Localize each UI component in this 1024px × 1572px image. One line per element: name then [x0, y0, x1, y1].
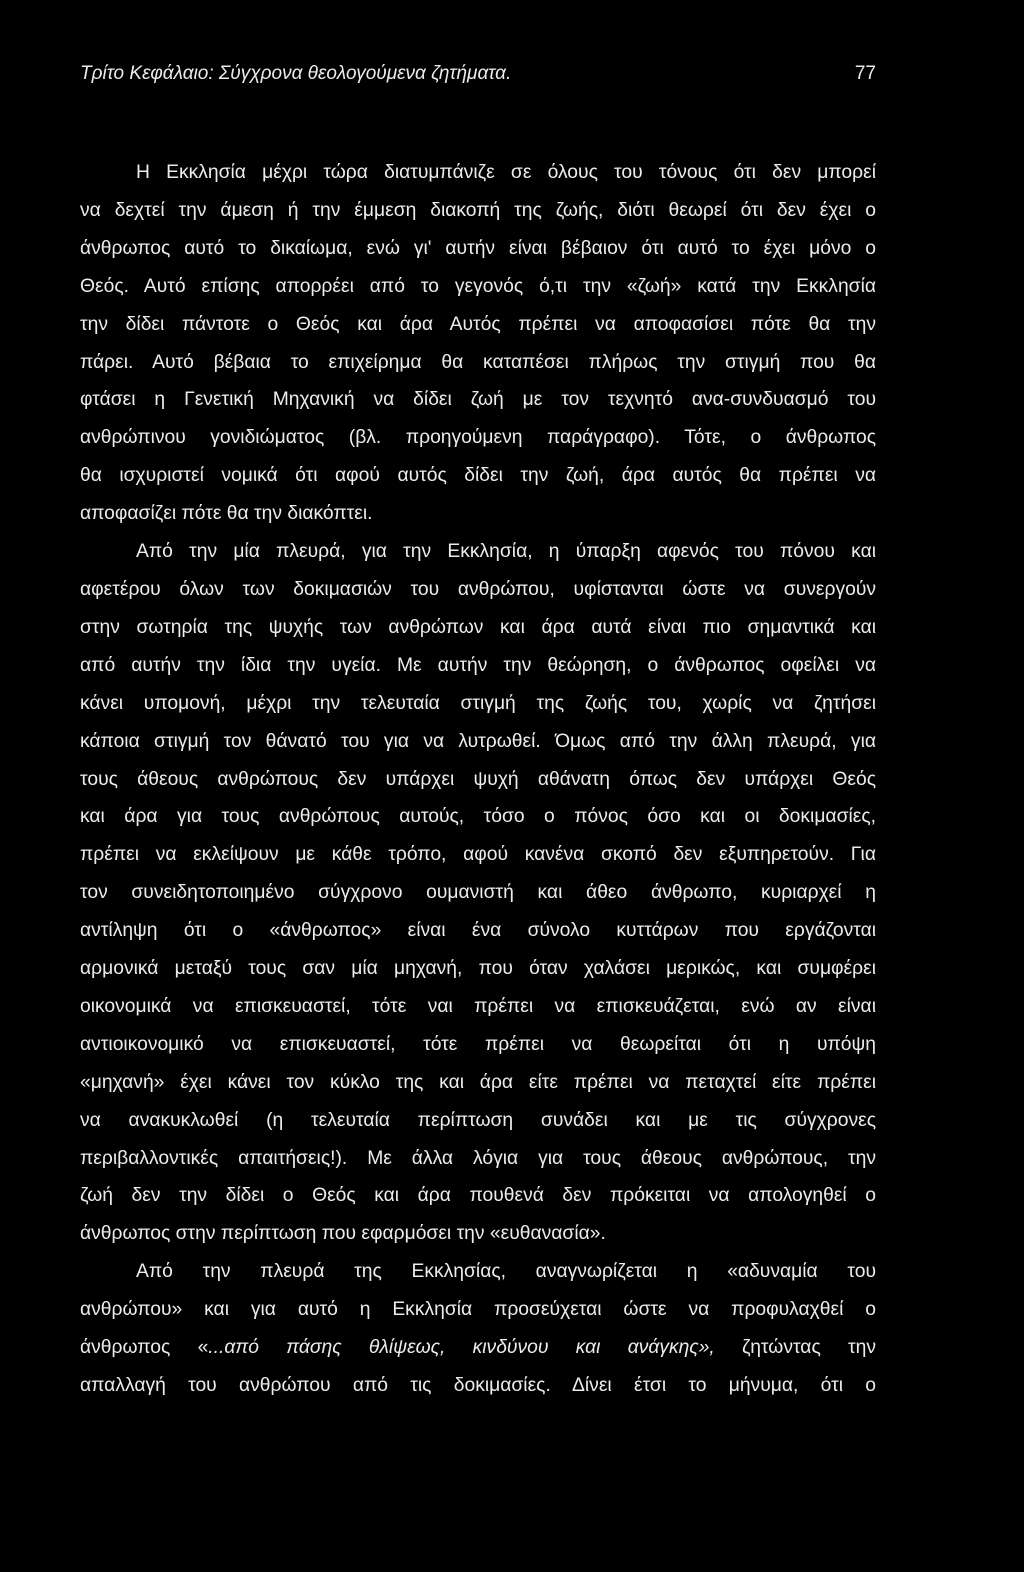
text-line: Η Εκκλησία μέχρι τώρα διατυμπάνιζε σε όλους του τόνους ότι δεν μπορεί — [136, 162, 876, 183]
running-header-title: Τρίτο Κεφάλαιο: Σύγχρονα θεολογούμενα ζητήματα. — [80, 63, 512, 84]
text-line: ανθρώπου» και για αυτό η Εκκλησία προσεύχεται ώστε να προφυλαχθεί ο — [80, 1299, 876, 1321]
text-line: πρέπει να εκλείψουν με κάθε τρόπο, αφού κανένα σκοπό δεν εξυπηρετούν. Για — [80, 844, 876, 866]
quote-prefix: άνθρωπος « — [80, 1337, 209, 1359]
page-number: 77 — [854, 63, 876, 84]
text-line: να δεχτεί την άμεση ή την έμμεση διακοπή της ζωής, διότι θεωρεί ότι δεν έχει ο — [80, 199, 876, 221]
text-line: Από την πλευρά της Εκκλησίας, αναγνωρίζεται η «αδυναμία του — [136, 1261, 876, 1283]
text-line: ανθρώπινου γονιδιώματος (βλ. προηγούμενη παράγραφο). Τότε, ο άνθρωπος — [80, 427, 876, 449]
text-line: και άρα για τους ανθρώπους αυτούς, τόσο ο πόνος όσο και οι δοκιμασίες, — [80, 806, 876, 828]
text-line: Από την μία πλευρά, για την Εκκλησία, η ύπαρξη αφενός του πόνου και — [136, 541, 876, 563]
text-line: άνθρωπος αυτό το δικαίωμα, ενώ γι' αυτήν είναι βέβαιον ότι αυτό το έχει μόνο ο — [80, 237, 876, 259]
text-line: άνθρωπος στην περίπτωση που εφαρμόσει την «ευθανασία». — [80, 1223, 606, 1245]
text-line: απαλλαγή του ανθρώπου από τις δοκιμασίες. Δίνει έτσι το μήνυμα, ότι ο — [80, 1375, 876, 1396]
text-line: τον συνειδητοποιημένο σύγχρονο ουμανιστή και άθεο άνθρωπο, κυριαρχεί η — [80, 882, 876, 904]
text-line: αντίληψη ότι ο «άνθρωπος» είναι ένα σύνολο κυττάρων που εργάζονται — [80, 920, 876, 942]
text-line: κάνει υπομονή, μέχρι την τελευταία στιγμή της ζωής του, χωρίς να ζητήσει — [80, 692, 876, 714]
paragraph-3 — [80, 1253, 876, 1405]
text-line-with-quote — [80, 1329, 876, 1367]
text-line: αρμονικά μεταξύ τους σαν μία μηχανή, που όταν χαλάσει μερικώς, και συμφέρει — [80, 958, 876, 980]
text-line: οικονομικά να επισκευαστεί, τότε ναι πρέπει να επισκευάζεται, ενώ αν είναι — [80, 995, 876, 1017]
paragraph-1 — [80, 154, 876, 533]
quote-suffix: ζητώντας την — [714, 1337, 876, 1359]
liturgical-quote: ...από πάσης θλίψεως, κινδύνου και ανάγκης», — [208, 1337, 715, 1359]
text-line: πάρει. Αυτό βέβαια το επιχείρημα θα καταπέσει πλήρως την στιγμή που θα — [80, 351, 876, 373]
text-line: να ανακυκλωθεί (η τελευταία περίπτωση συνάδει και με τις σύγχρονες — [80, 1109, 876, 1131]
text-line: περιβαλλοντικές απαιτήσεις!). Με άλλα λόγια για τους άθεους ανθρώπους, την — [80, 1147, 876, 1169]
text-line: φτάσει η Γενετική Μηχανική να δίδει ζωή με τον τεχνητό ανα-συνδυασμό του — [80, 389, 876, 411]
text-line: Θεός. Αυτό επίσης απορρέει από το γεγονός ό,τι την «ζωή» κατά την Εκκλησία — [80, 275, 876, 297]
text-line: στην σωτηρία της ψυχής των ανθρώπων και άρα αυτά είναι πιο σημαντικά και — [80, 616, 876, 638]
text-line: κάποια στιγμή τον θάνατό του για να λυτρωθεί. Όμως από την άλλη πλευρά, για — [80, 730, 876, 752]
text-line: ζωή δεν την δίδει ο Θεός και άρα πουθενά δεν πρόκειται να απολογηθεί ο — [80, 1185, 876, 1207]
page-header — [80, 58, 876, 90]
text-line: τους άθεους ανθρώπους δεν υπάρχει ψυχή αθάνατη όπως δεν υπάρχει Θεός — [80, 768, 876, 790]
text-line: από αυτήν την ίδια την υγεία. Με αυτήν την θεώρηση, ο άνθρωπος οφείλει να — [80, 654, 876, 676]
text-line: την δίδει πάντοτε ο Θεός και άρα Αυτός πρέπει να αποφασίσει πότε θα την — [80, 313, 876, 335]
body-text — [80, 154, 876, 1405]
text-line: αφετέρου όλων των δοκιμασιών του ανθρώπου, υφίστανται ώστε να συνεργούν — [80, 578, 876, 600]
text-line: αποφασίζει πότε θα την διακόπτει. — [80, 503, 373, 525]
text-line: αντιοικονομικό να επισκευαστεί, τότε πρέπει να θεωρείται ότι η υπόψη — [80, 1033, 876, 1055]
paragraph-2 — [80, 533, 876, 1253]
text-line: θα ισχυριστεί νομικά ότι αφού αυτός δίδει την ζωή, άρα αυτός θα πρέπει να — [80, 465, 876, 487]
text-line: «μηχανή» έχει κάνει τον κύκλο της και άρα είτε πρέπει να πεταχτεί είτε πρέπει — [80, 1071, 876, 1093]
